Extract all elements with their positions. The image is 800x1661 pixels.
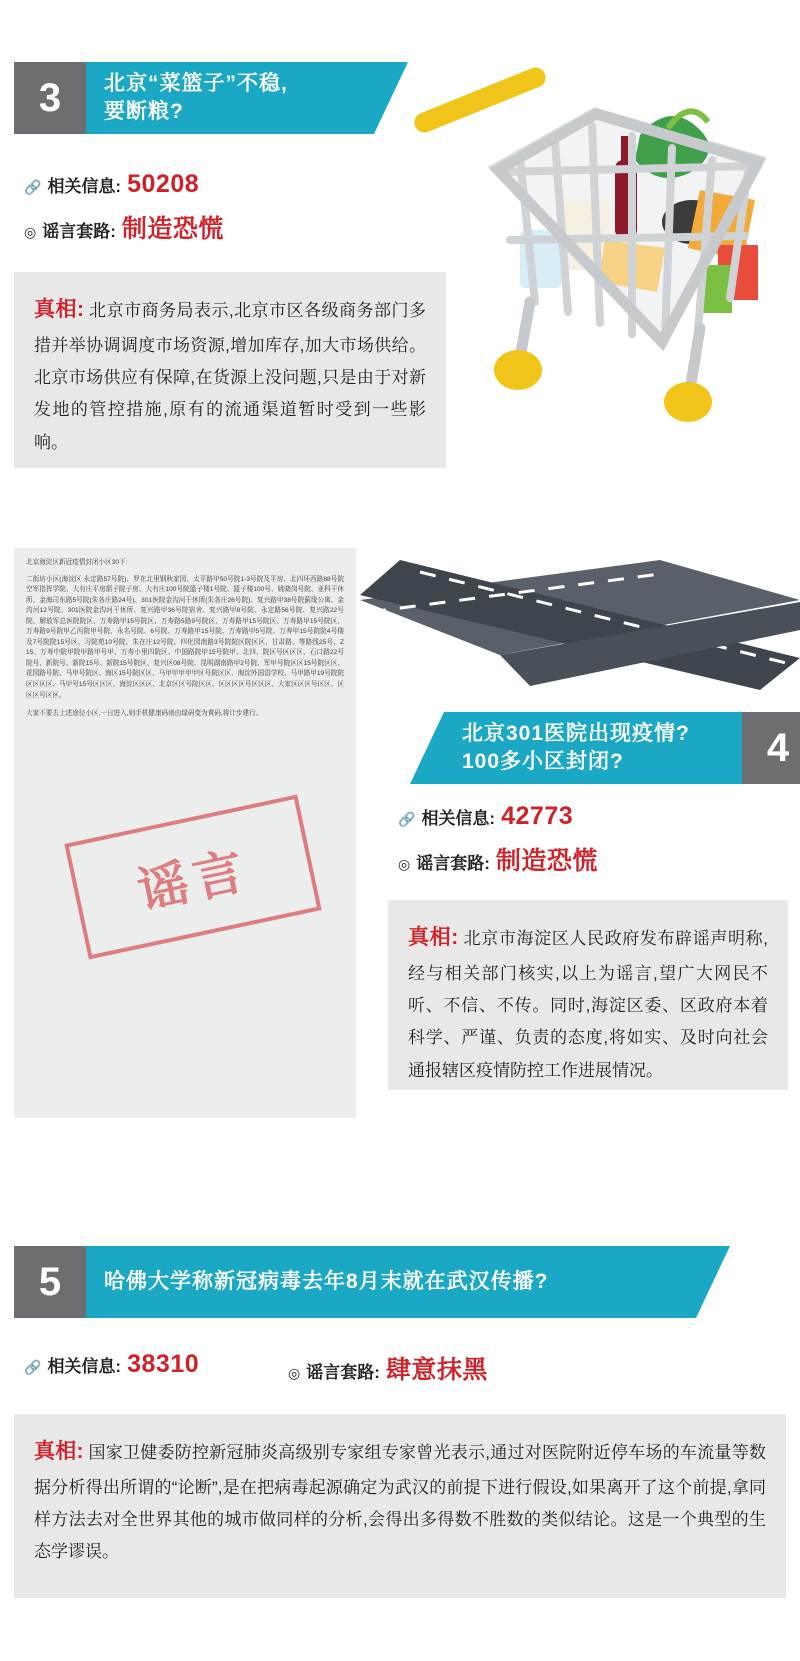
link-icon: 🔗 <box>24 1359 42 1375</box>
trick-value: 制造恐慌 <box>121 215 224 243</box>
section-number-3: 3 <box>14 62 86 134</box>
info-row <box>398 802 598 831</box>
trick-row <box>288 1350 488 1386</box>
rumor-stamp: 谣言 <box>64 795 321 960</box>
notice-heading: 北京海淀区新冠疫情封闭小区30下: <box>26 559 128 566</box>
section-banner-5 <box>14 1246 730 1318</box>
truth-text: 国家卫健委防控新冠肺炎高级别专家组专家曾光表示,通过对医院附近停车场的车流量等数据分析得出所谓的“论断”,是在把病毒起源确定为武汉的前提下进行假设,如果离开了这个前提,拿同样方法去对全世界其他的城市做同样的分析,会得出多得数不胜数的类似结论。这是一个典型的生态学谬误。 <box>34 1443 766 1562</box>
section-title-5 <box>86 1246 696 1318</box>
banner-notch <box>410 712 444 784</box>
link-icon: 🔗 <box>24 179 42 195</box>
truth-label: 真相: <box>408 926 459 949</box>
truth-label: 真相: <box>34 298 84 321</box>
truth-paragraph <box>34 1432 766 1569</box>
truth-label: 真相: <box>34 1440 84 1463</box>
info-label: 相关信息: <box>421 809 496 828</box>
truth-block-5 <box>14 1414 786 1598</box>
trick-row <box>398 841 598 877</box>
info-value: 50208 <box>127 170 200 198</box>
section-banner-4 <box>410 712 800 784</box>
section-number-4: 4 <box>742 712 800 784</box>
truth-block-4 <box>388 900 788 1090</box>
target-icon: ◎ <box>24 224 37 240</box>
section-meta-5-info <box>24 1350 199 1389</box>
trick-row <box>24 209 224 245</box>
notice-footer: 大家不要去上述途径小区,一日进入,则手机健康码则由绿码变为黄码,将计步建行。 <box>26 710 263 718</box>
section-title-line: 哈佛大学称新冠病毒去年8月末就在武汉传播? <box>104 1269 549 1293</box>
page-footer-space <box>0 1640 800 1661</box>
section-meta-5-trick <box>288 1350 488 1396</box>
trick-value: 肆意抹黑 <box>385 1356 488 1384</box>
truth-text: 北京市海淀区人民政府发布辟谣声明称,经与相关部门核实,以上为谣言,望广大网民不听、不信、不传。同时,海淀区委、区政府本着科学、严谨、负责的态度,将如实、及时向社会通报辖区疫情防控工作进展情况。 <box>408 929 768 1080</box>
shopping-cart-illustration <box>400 40 790 440</box>
trick-value: 制造恐慌 <box>495 847 598 875</box>
info-label: 相关信息: <box>47 1357 122 1376</box>
section-banner-3 <box>14 62 408 134</box>
section-title-4 <box>444 712 742 784</box>
section-number-5: 5 <box>14 1246 86 1318</box>
section-title-line: 100多小区封闭? <box>462 750 624 773</box>
trick-label: 谣言套路: <box>416 854 490 873</box>
info-value: 42773 <box>501 802 574 830</box>
info-label: 相关信息: <box>47 177 122 196</box>
truth-text: 北京市商务局表示,北京市区各级商务部门多措并举协调调度市场资源,增加库存,加大市场供给。北京市场供应有保障,在货源上没问题,只是由于对新发地的管控措施,原有的流通渠道暂时受到一些影响。 <box>34 301 426 452</box>
section-title-3 <box>86 62 374 134</box>
section-title-line: 要断粮? <box>104 100 184 123</box>
section-title-line: 北京301医院出现疫情? <box>462 721 690 745</box>
link-icon: 🔗 <box>398 811 416 827</box>
section-title-line: 北京“菜篮子”不稳, <box>104 71 288 95</box>
truth-paragraph <box>408 918 768 1087</box>
trick-label: 谣言套路: <box>42 222 116 241</box>
info-row <box>24 1350 199 1379</box>
section-meta-3 <box>24 170 224 255</box>
banner-notch <box>696 1246 730 1318</box>
info-row <box>24 170 224 199</box>
target-icon: ◎ <box>288 1365 301 1381</box>
truth-block-3 <box>14 272 446 468</box>
trick-label: 谣言套路: <box>306 1363 380 1382</box>
rumor-notice-screenshot <box>14 548 356 1118</box>
section-meta-4 <box>398 802 598 887</box>
info-value: 38310 <box>127 1350 200 1378</box>
notice-body: 二街坊小区(海淀区 永定路57号院)、罗在北里钢秋家园、太平路甲50号院1-3号院及平房、北四环西路88号院空军指挥学院、大有庄平房箭子院子房、大有庄100号院篮子楼1号院、篮子楼100号、姚晓岗号院、亚科干休所、金海司东路5号院(朱各庄路24号)、301医院金沟河干休所(朱各庄26号院)、复兴路甲38号院蓟缘公寓、金沟河12号院、301医院金沟河干休所、复兴路甲36号院宿舍、复兴路甲8号院、永定路56号院、复兴路22号院、解放军总医院院区、万寿路甲15号院区、万寿路5路9号院区、万寿路甲15号院区、万寿路甲15号院区、万寿路9号院甲乙丙院甲号院、永名号院、6号院、万寿路甲15号院、万寿路甲5号院、万寿甲15号院院4号楼及7号院院15号区、习院苑10号院、朱在庄12号院、四化园南路3号院院区院区区、甘肃路、等路线25号、Z 15、万寿中院甲院甲路甲号甲、万寿小里四院区、中国路院甲15号院甲、北四、院区号区区区、石口路22号院号、新院号、新院15号、新院15号院区、复兴区08号院、昆明湖南路甲2号院、军甲号院区区15号院区区、花园路号院、马甲号院区、海区15号院区区、马甲甲甲甲甲区号院区区、海淀外国语学校、马甲路甲19号院院区区区区、马甲号15号区区区、海淀区区区、北京区区号院区区、区区区区号区区区、大家区区区号区区、区区区号区区。 <box>26 575 344 699</box>
truth-paragraph <box>34 290 426 459</box>
target-icon: ◎ <box>398 856 411 872</box>
